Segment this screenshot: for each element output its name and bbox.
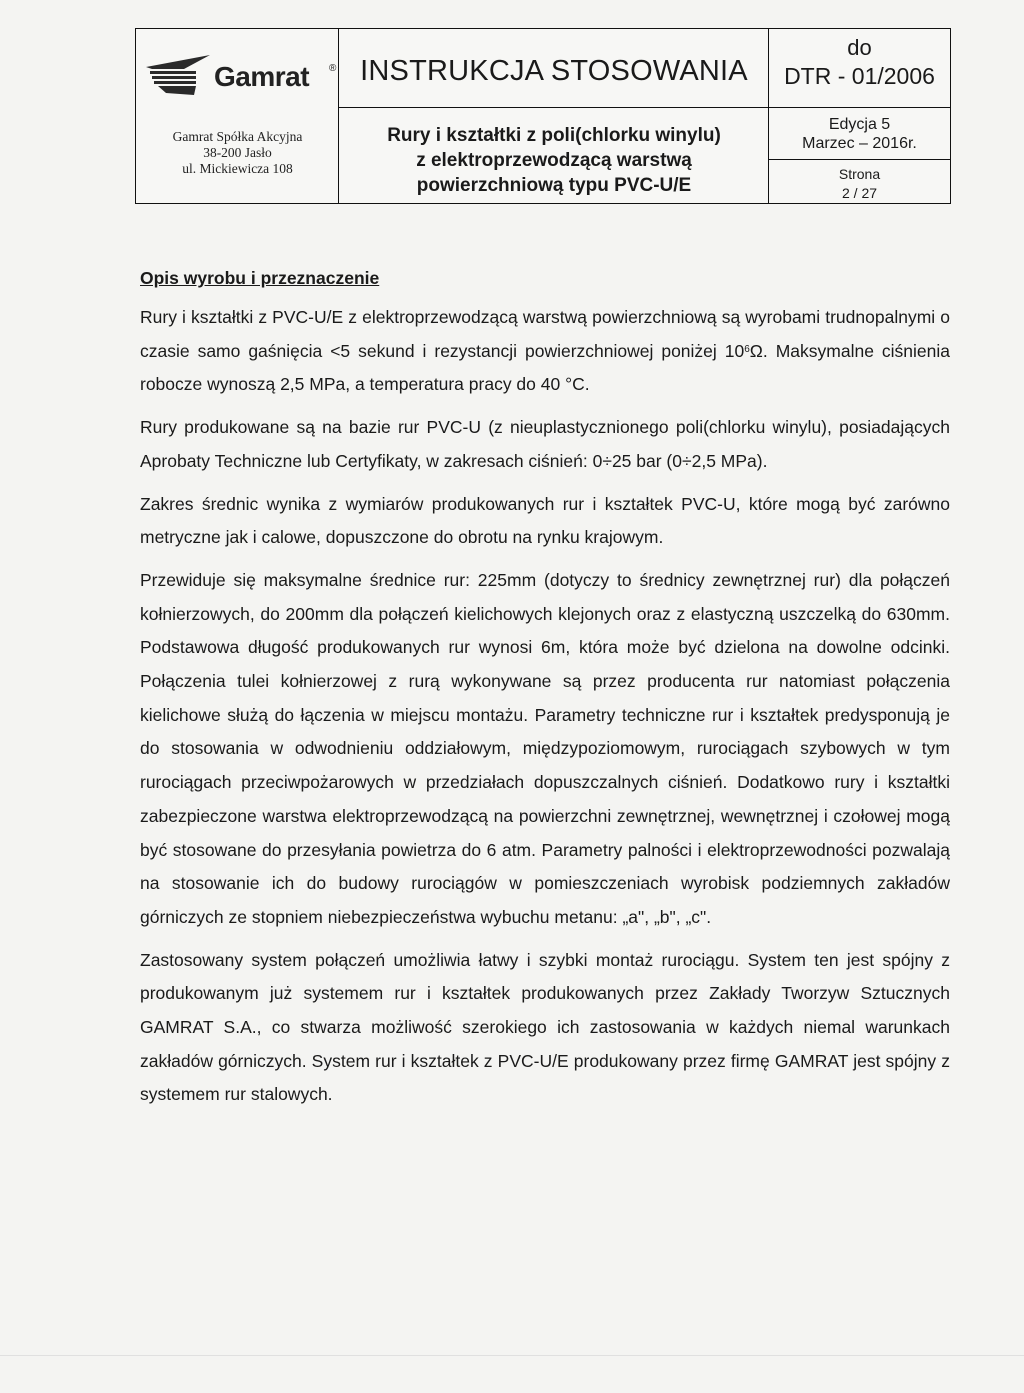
subtitle-line-2: z elektroprzewodzącą warstwą: [416, 150, 692, 171]
document-subtitle: [339, 123, 769, 198]
edition-date: Marzec – 2016r.: [802, 135, 917, 152]
exponent: 6: [744, 343, 750, 355]
edition-number: Edycja 5: [828, 116, 891, 133]
document-header-table: [135, 28, 951, 204]
page-info: [769, 165, 950, 203]
document-title: INSTRUKCJA STOSOWANIA: [360, 55, 748, 87]
subtitle-line-3: powierzchniową typu PVC-U/E: [416, 175, 692, 196]
company-city: 38-200 Jasło: [203, 145, 272, 160]
header-divider: [339, 107, 768, 108]
paragraph-3: Zakres średnic wynika z wymiarów produkowanych rur i kształtek PVC-U, które mogą być zarówno metryczne jak i calowe, dopuszczone do obrotu na rynku krajowym.: [140, 493, 950, 548]
gamrat-logo: [144, 43, 337, 103]
section-heading: Opis wyrobu i przeznaczenie: [140, 268, 380, 288]
gamrat-logo-icon: [144, 53, 214, 99]
page-label: Strona: [838, 166, 881, 182]
paragraph-5: Zastosowany system połączeń umożliwia łatwy i szybki montaż rurociągu. System ten jest spójny z produkowanym już systemem rur i kształtek produkowanych przez Zakłady Tworzyw Sztucznych GAMRAT S.A., co stwarza możliwość szerokiego ich zastosowania w każdych niemal warunkach zakładów górniczych. System rur i kształtek z PVC-U/E produkowany przez firmę GAMRAT jest spójny z systemem rur stalowych.: [140, 949, 950, 1105]
meta-divider-mid: [769, 159, 950, 160]
header-meta-cell: [769, 29, 950, 203]
paragraph-4: Przewiduje się maksymalne średnice rur: 225mm (dotyczy to średnicy zewnętrznej rur) dla połączeń kołnierzowych, do 200mm dla połączeń kielichowych klejonych oraz z elastyczną uszczelką do 630mm. Podstawowa długość produkowanych rur wynosi 6m, która może być dzielona na dowolne odcinki. Połączenia tulei kołnierzowej z rurą wykonywane są przez producenta rur natomiast połączenia kielichowe służą do łączenia w miejscu montażu. Parametry techniczne rur i kształtek predysponują je do stosowania w odwodnieniu oddziałowym, międzypoziomowym, rurociągach szybowych w tym rurociągach przeciwpożarowych w przedziałach dopuszczalnych ciśnień. Dodatkowo rury i kształtki zabezpieczone warstwa elektroprzewodzącą na powierzchni zewnętrznej, wewnętrznej i czołowej mogą być stosowane do przesyłania powietrza do 6 atm. Parametry palności i elektroprzewodności pozwalają na stosowanie ich do budowy rurociągów w pomieszczeniach wyrobisk podziemnych zakładów górniczych ze stopniem niebezpieczeństwa wybuchu metanu: „a", „b", „c".: [140, 569, 950, 927]
paragraph-1-text-end: Ω. Maksymalne ciśnienia robocze wynoszą 2,5 MPa, a temperatura pracy do 40 °C.: [140, 340, 950, 395]
company-name: Gamrat Spółka Akcyjna: [172, 129, 303, 144]
meta-divider-top: [769, 107, 950, 108]
company-street: ul. Mickiewicza 108: [182, 161, 293, 176]
logo-wordmark: Gamrat: [214, 61, 310, 92]
do-label: do: [847, 35, 872, 60]
paragraph-1-text: Rury i kształtki z PVC-U/E z elektroprzewodzącą warstwą powierzchniową są wyrobami trudnopalnymi o czasie samo gaśnięcia <5 sekund i rezystancji powierzchniowej poniżej 10: [140, 307, 950, 361]
registered-mark: ®: [329, 63, 337, 74]
paragraph-2: Rury produkowane są na bazie rur PVC-U (z nieuplastycznionego poli(chlorku winylu), posiadających Aprobaty Techniczne lub Certyfikaty, w zakresach ciśnień: 0÷25 bar (0÷2,5 MPa).: [140, 417, 950, 471]
page-number: 2 / 27: [841, 185, 878, 201]
edition-info: [769, 115, 950, 153]
company-address: [136, 129, 339, 177]
subtitle-line-1: Rury i kształtki z poli(chlorku winylu): [387, 125, 721, 146]
page-bottom-rule: [0, 1355, 1024, 1356]
document-body: [140, 268, 950, 1121]
header-company-cell: [136, 29, 339, 203]
dtr-code: DTR - 01/2006: [784, 63, 935, 89]
header-title-cell: [339, 29, 769, 203]
paragraph-1: [140, 301, 950, 402]
